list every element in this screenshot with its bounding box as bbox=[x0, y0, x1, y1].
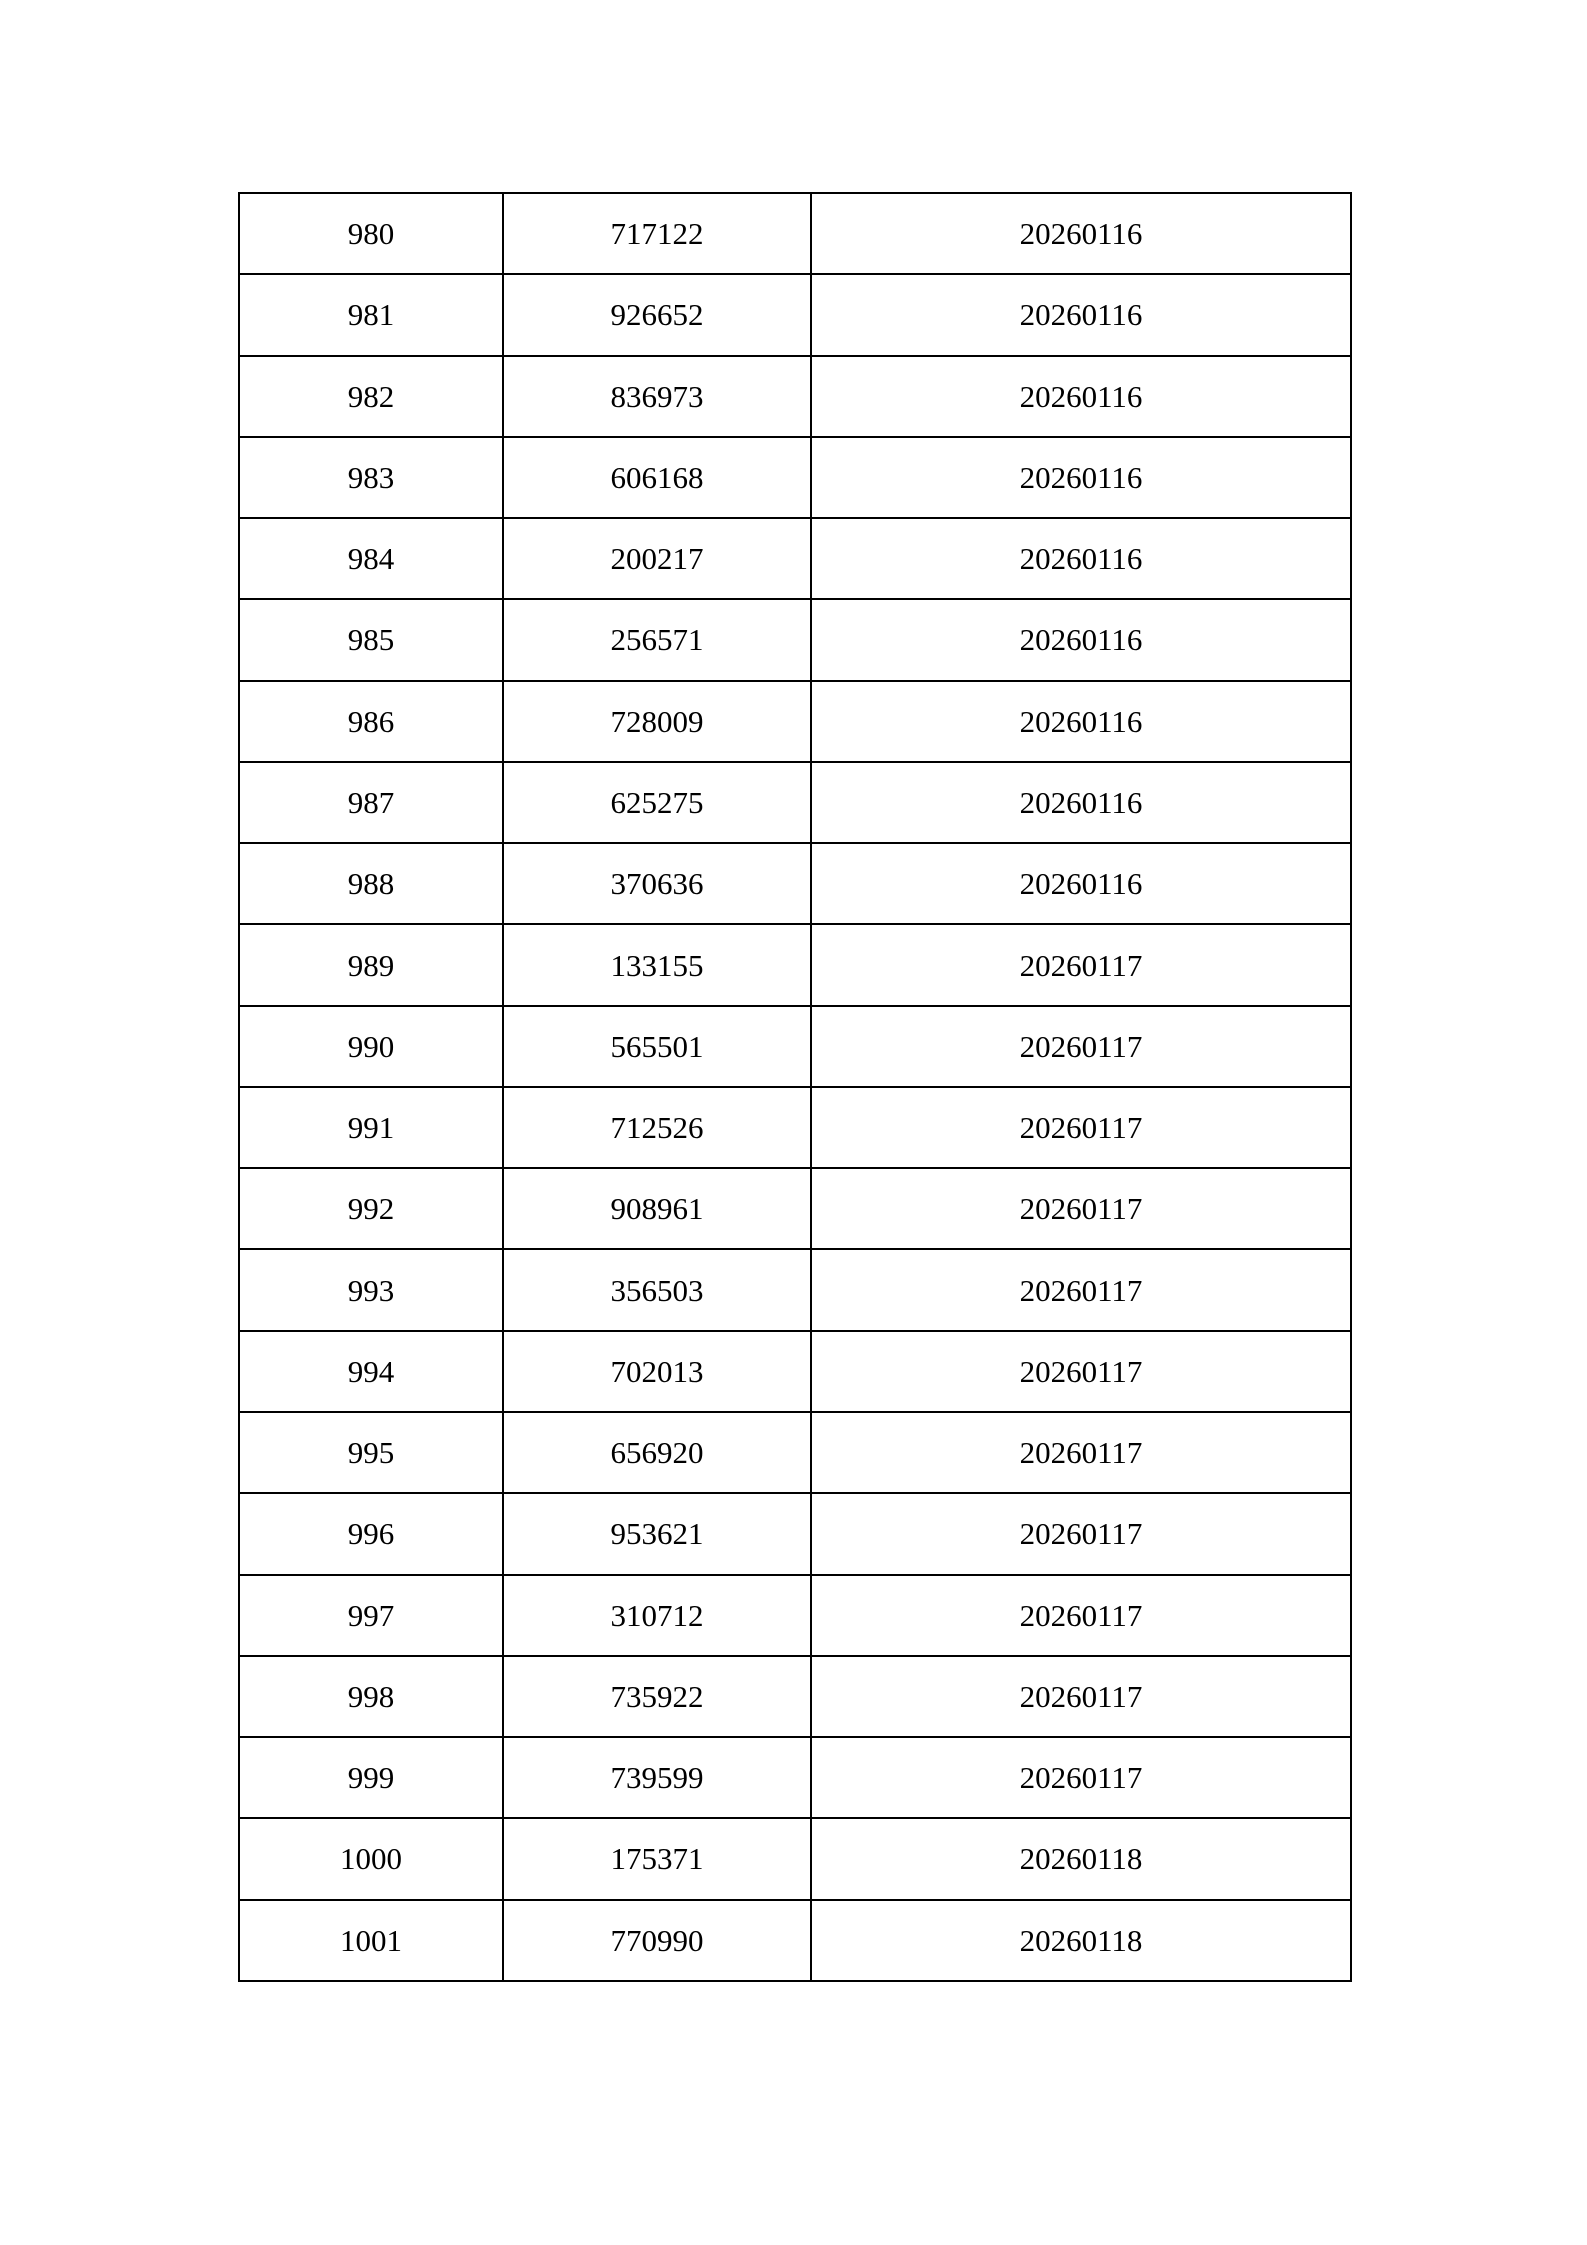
cell-index: 992 bbox=[239, 1168, 503, 1249]
cell-value: 739599 bbox=[503, 1737, 811, 1818]
cell-value: 728009 bbox=[503, 681, 811, 762]
table-row bbox=[239, 1331, 1351, 1412]
table-row bbox=[239, 681, 1351, 762]
cell-date: 20260117 bbox=[811, 1656, 1351, 1737]
cell-value: 310712 bbox=[503, 1575, 811, 1656]
cell-value: 356503 bbox=[503, 1249, 811, 1330]
cell-value: 836973 bbox=[503, 356, 811, 437]
cell-date: 20260116 bbox=[811, 356, 1351, 437]
cell-date: 20260117 bbox=[811, 1168, 1351, 1249]
cell-value: 656920 bbox=[503, 1412, 811, 1493]
table-row bbox=[239, 274, 1351, 355]
table-row bbox=[239, 518, 1351, 599]
cell-date: 20260116 bbox=[811, 762, 1351, 843]
cell-date: 20260117 bbox=[811, 1412, 1351, 1493]
cell-index: 988 bbox=[239, 843, 503, 924]
cell-index: 989 bbox=[239, 924, 503, 1005]
cell-value: 717122 bbox=[503, 193, 811, 274]
cell-date: 20260117 bbox=[811, 1087, 1351, 1168]
cell-date: 20260117 bbox=[811, 1249, 1351, 1330]
cell-index: 999 bbox=[239, 1737, 503, 1818]
table-row bbox=[239, 843, 1351, 924]
table-row bbox=[239, 924, 1351, 1005]
cell-index: 982 bbox=[239, 356, 503, 437]
cell-value: 133155 bbox=[503, 924, 811, 1005]
table-row bbox=[239, 1656, 1351, 1737]
cell-index: 984 bbox=[239, 518, 503, 599]
table-row bbox=[239, 1006, 1351, 1087]
cell-value: 625275 bbox=[503, 762, 811, 843]
cell-date: 20260117 bbox=[811, 924, 1351, 1005]
cell-index: 986 bbox=[239, 681, 503, 762]
table-row bbox=[239, 762, 1351, 843]
cell-index: 997 bbox=[239, 1575, 503, 1656]
cell-index: 981 bbox=[239, 274, 503, 355]
cell-date: 20260117 bbox=[811, 1331, 1351, 1412]
table-row bbox=[239, 599, 1351, 680]
cell-index: 987 bbox=[239, 762, 503, 843]
cell-date: 20260117 bbox=[811, 1575, 1351, 1656]
cell-value: 908961 bbox=[503, 1168, 811, 1249]
table-row bbox=[239, 193, 1351, 274]
cell-date: 20260117 bbox=[811, 1006, 1351, 1087]
table-row bbox=[239, 1575, 1351, 1656]
cell-value: 175371 bbox=[503, 1818, 811, 1899]
cell-date: 20260116 bbox=[811, 193, 1351, 274]
table-row bbox=[239, 1087, 1351, 1168]
records-table-body bbox=[239, 193, 1351, 1981]
cell-value: 735922 bbox=[503, 1656, 811, 1737]
table-row bbox=[239, 1493, 1351, 1574]
cell-index: 995 bbox=[239, 1412, 503, 1493]
cell-value: 370636 bbox=[503, 843, 811, 924]
table-row bbox=[239, 1818, 1351, 1899]
cell-index: 998 bbox=[239, 1656, 503, 1737]
cell-value: 953621 bbox=[503, 1493, 811, 1574]
cell-date: 20260117 bbox=[811, 1737, 1351, 1818]
cell-date: 20260116 bbox=[811, 599, 1351, 680]
cell-date: 20260118 bbox=[811, 1900, 1351, 1981]
cell-value: 606168 bbox=[503, 437, 811, 518]
cell-index: 996 bbox=[239, 1493, 503, 1574]
cell-index: 980 bbox=[239, 193, 503, 274]
cell-value: 702013 bbox=[503, 1331, 811, 1412]
cell-value: 565501 bbox=[503, 1006, 811, 1087]
cell-index: 1000 bbox=[239, 1818, 503, 1899]
cell-index: 994 bbox=[239, 1331, 503, 1412]
cell-index: 985 bbox=[239, 599, 503, 680]
cell-value: 770990 bbox=[503, 1900, 811, 1981]
cell-index: 993 bbox=[239, 1249, 503, 1330]
table-row bbox=[239, 1168, 1351, 1249]
cell-date: 20260117 bbox=[811, 1493, 1351, 1574]
cell-value: 256571 bbox=[503, 599, 811, 680]
table-row bbox=[239, 1737, 1351, 1818]
cell-date: 20260116 bbox=[811, 518, 1351, 599]
cell-value: 712526 bbox=[503, 1087, 811, 1168]
cell-index: 990 bbox=[239, 1006, 503, 1087]
table-row bbox=[239, 1249, 1351, 1330]
cell-date: 20260116 bbox=[811, 274, 1351, 355]
records-table bbox=[238, 192, 1352, 1982]
cell-value: 926652 bbox=[503, 274, 811, 355]
table-row bbox=[239, 1900, 1351, 1981]
table-row bbox=[239, 356, 1351, 437]
cell-index: 983 bbox=[239, 437, 503, 518]
table-row bbox=[239, 1412, 1351, 1493]
cell-date: 20260118 bbox=[811, 1818, 1351, 1899]
cell-date: 20260116 bbox=[811, 437, 1351, 518]
cell-date: 20260116 bbox=[811, 681, 1351, 762]
cell-index: 991 bbox=[239, 1087, 503, 1168]
cell-value: 200217 bbox=[503, 518, 811, 599]
cell-date: 20260116 bbox=[811, 843, 1351, 924]
table-row bbox=[239, 437, 1351, 518]
cell-index: 1001 bbox=[239, 1900, 503, 1981]
